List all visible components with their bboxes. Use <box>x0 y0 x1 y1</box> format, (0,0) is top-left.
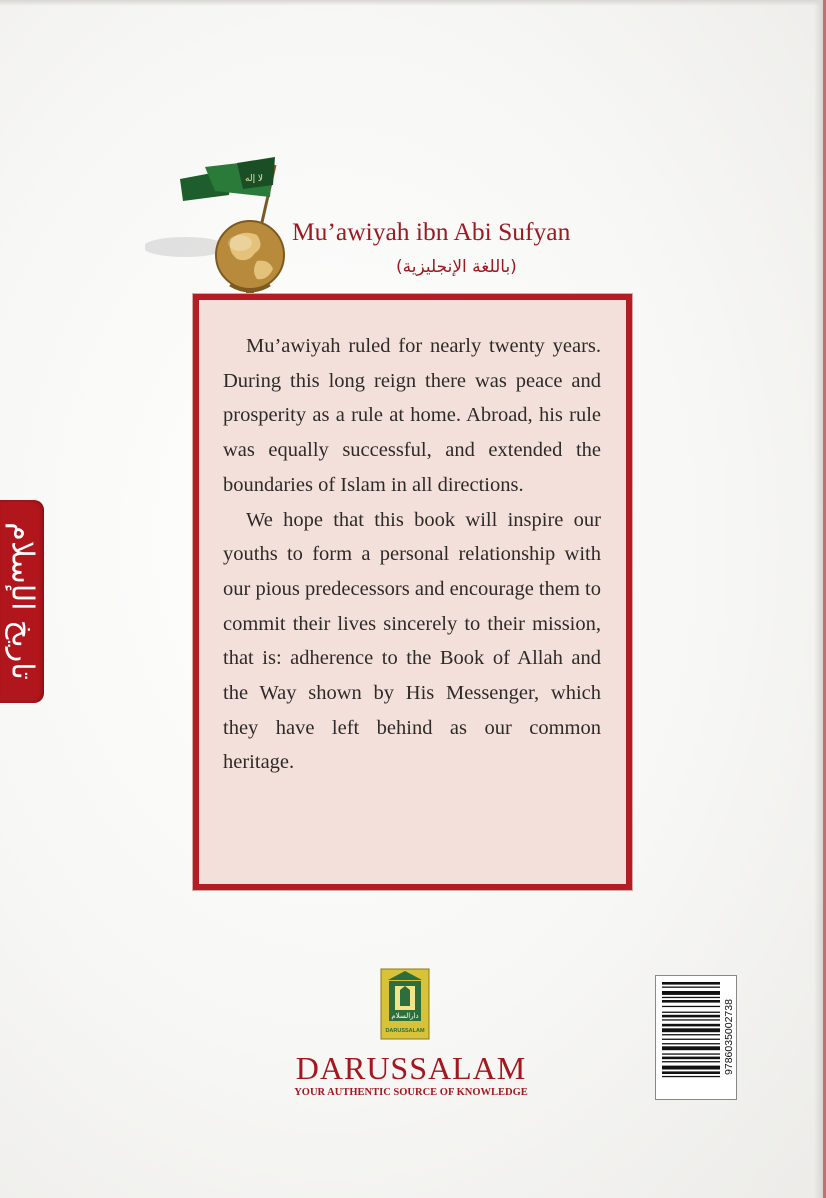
book-subtitle-arabic: (باللغة الإنجليزية) <box>396 257 517 277</box>
blurb-box <box>193 294 632 890</box>
spine-tab <box>0 500 44 703</box>
svg-text:لا إله: لا إله <box>245 174 264 184</box>
svg-text:دارالسلام: دارالسلام <box>391 1012 419 1020</box>
barcode-number: 9786035002738 <box>723 999 735 1075</box>
globe-with-flag-icon <box>145 155 295 310</box>
publisher-tagline: YOUR AUTHENTIC SOURCE OF KNOWLEDGE <box>294 1087 528 1098</box>
publisher-emblem-icon <box>380 968 430 1040</box>
spine-label: تاريخ الإسلام <box>4 522 40 680</box>
blurb-paragraph: Mu’awiyah ruled for nearly twenty years. During this long reign there was peace and prosperity as a rule at home. Abroad, his rule was equally successful, and extended the boundaries of Islam in all directions. <box>223 335 601 496</box>
book-title: Mu’awiyah ibn Abi Sufyan <box>292 217 571 246</box>
barcode-bars <box>662 982 720 1094</box>
cover-top-edge <box>0 0 826 6</box>
emblem-label: DARUSSALAM <box>385 1028 425 1034</box>
isbn-barcode <box>655 975 737 1100</box>
blurb-paragraph: We hope that this book will inspire our youths to form a personal relationship with our pious predecessors and encourage them to commit their lives sincerely to their mission, that is: adherence to the Book of Allah and the Way shown by His Messenger, which they have left behind as our common heritage. <box>223 508 601 774</box>
blurb-text <box>223 329 601 780</box>
publisher-name: DARUSSALAM <box>295 1050 527 1086</box>
